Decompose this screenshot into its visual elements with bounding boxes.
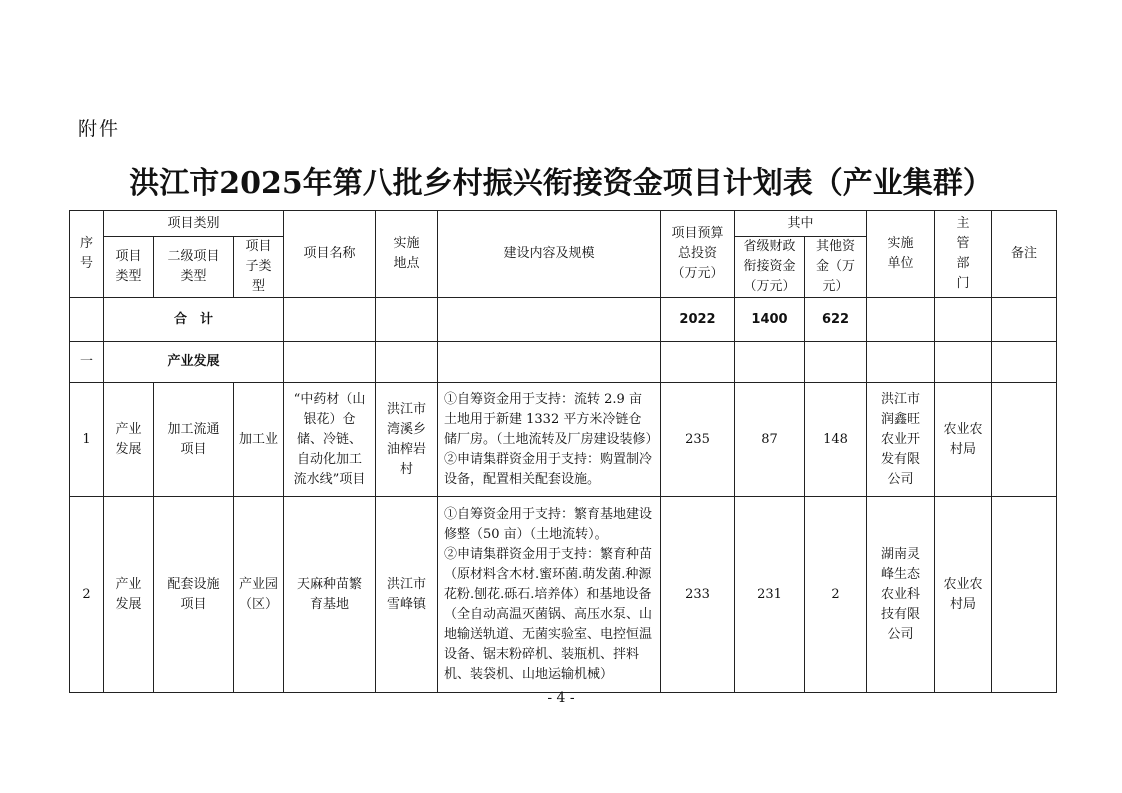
header-other-funds: 其他资金（万元） [805, 237, 867, 298]
row-other: 2 [805, 497, 867, 693]
row-provincial: 87 [735, 383, 805, 497]
attachment-label: 附件 [78, 118, 121, 140]
page-number: - 4 - [547, 690, 575, 706]
row-other: 148 [805, 383, 867, 497]
row-content-line: ②申请集群资金用于支持：繁育种苗（原材料含木材.蜜环菌.萌发菌.种源花粉.刨花.砾石.培养体）和基地设备（全自动高温灭菌锅、高压水泵、山地输送轨道、无菌实验室、电控恒温设备、锯末粉碎机、装瓶机、拌料机、装袋机、山地运输机械） [444, 546, 653, 682]
document-title: 洪江市2025年第八批乡村振兴衔接资金项目计划表（产业集群） [129, 166, 993, 201]
row-dept: 农业农村局 [935, 497, 992, 693]
header-dept: 主管部门 [935, 211, 992, 298]
row-content [438, 497, 661, 693]
header-subtype: 项目子类型 [234, 237, 284, 298]
section-name-cell [284, 342, 376, 383]
row-level2-type: 配套设施项目 [154, 497, 234, 693]
row-remark [992, 383, 1057, 497]
row-content-line: ②申请集群资金用于支持：购置制冷设备，配置相关配套设施。 [444, 451, 653, 487]
section-remark-cell [992, 342, 1057, 383]
row-dept: 农业农村局 [935, 383, 992, 497]
row-type: 产业发展 [104, 497, 154, 693]
row-content-line: ①自筹资金用于支持：繁育基地建设修整（50 亩）（土地流转）。 [444, 506, 653, 542]
header-unit: 实施单位 [867, 211, 935, 298]
row-content-line: ①自筹资金用于支持：流转 2.9 亩土地用于新建 1332 平方米冷链仓储厂房。（土地流转及厂房建设装修） [444, 391, 659, 447]
row-budget: 233 [661, 497, 735, 693]
row-unit: 湖南灵峰生态农业科技有限公司 [867, 497, 935, 693]
section-provincial-cell [735, 342, 805, 383]
total-remark-cell [992, 298, 1057, 342]
total-provincial: 1400 [735, 298, 805, 342]
header-provincial-funds: 省级财政衔接资金（万元） [735, 237, 805, 298]
section-dept-cell [935, 342, 992, 383]
header-project-name: 项目名称 [284, 211, 376, 298]
row-remark [992, 497, 1057, 693]
table-row [70, 497, 1057, 693]
section-budget-cell [661, 342, 735, 383]
total-dept-cell [935, 298, 992, 342]
row-type: 产业发展 [104, 383, 154, 497]
section-label: 产业发展 [104, 342, 284, 383]
row-content [438, 383, 661, 497]
header-budget: 项目预算总投资（万元） [661, 211, 735, 298]
total-unit-cell [867, 298, 935, 342]
total-other: 622 [805, 298, 867, 342]
row-seq: 2 [70, 497, 104, 693]
header-location: 实施地点 [376, 211, 438, 298]
row-unit: 洪江市润鑫旺农业开发有限公司 [867, 383, 935, 497]
row-project-name: 天麻种苗繁育基地 [284, 497, 376, 693]
section-location-cell [376, 342, 438, 383]
row-location: 洪江市湾溪乡油榨岩村 [376, 383, 438, 497]
row-project-name: “中药材（山银花）仓储、冷链、自动化加工流水线”项目 [284, 383, 376, 497]
total-seq-cell [70, 298, 104, 342]
section-content-cell [438, 342, 661, 383]
project-plan-table [69, 210, 1057, 693]
total-name-cell [284, 298, 376, 342]
section-unit-cell [867, 342, 935, 383]
row-subtype: 加工业 [234, 383, 284, 497]
section-seq: 一 [70, 342, 104, 383]
header-seq: 序号 [70, 211, 104, 298]
header-remark: 备注 [992, 211, 1057, 298]
total-label: 合 计 [104, 298, 284, 342]
row-subtype: 产业园（区） [234, 497, 284, 693]
row-budget: 235 [661, 383, 735, 497]
total-content-cell [438, 298, 661, 342]
row-location: 洪江市雪峰镇 [376, 497, 438, 693]
section-other-cell [805, 342, 867, 383]
total-location-cell [376, 298, 438, 342]
row-seq: 1 [70, 383, 104, 497]
total-budget: 2022 [661, 298, 735, 342]
header-type: 项目类型 [104, 237, 154, 298]
header-level2-type: 二级项目类型 [154, 237, 234, 298]
header-category-group: 项目类别 [104, 211, 284, 237]
row-level2-type: 加工流通项目 [154, 383, 234, 497]
header-content: 建设内容及规模 [438, 211, 661, 298]
table-row [70, 383, 1057, 497]
row-provincial: 231 [735, 497, 805, 693]
header-of-which: 其中 [735, 211, 867, 237]
